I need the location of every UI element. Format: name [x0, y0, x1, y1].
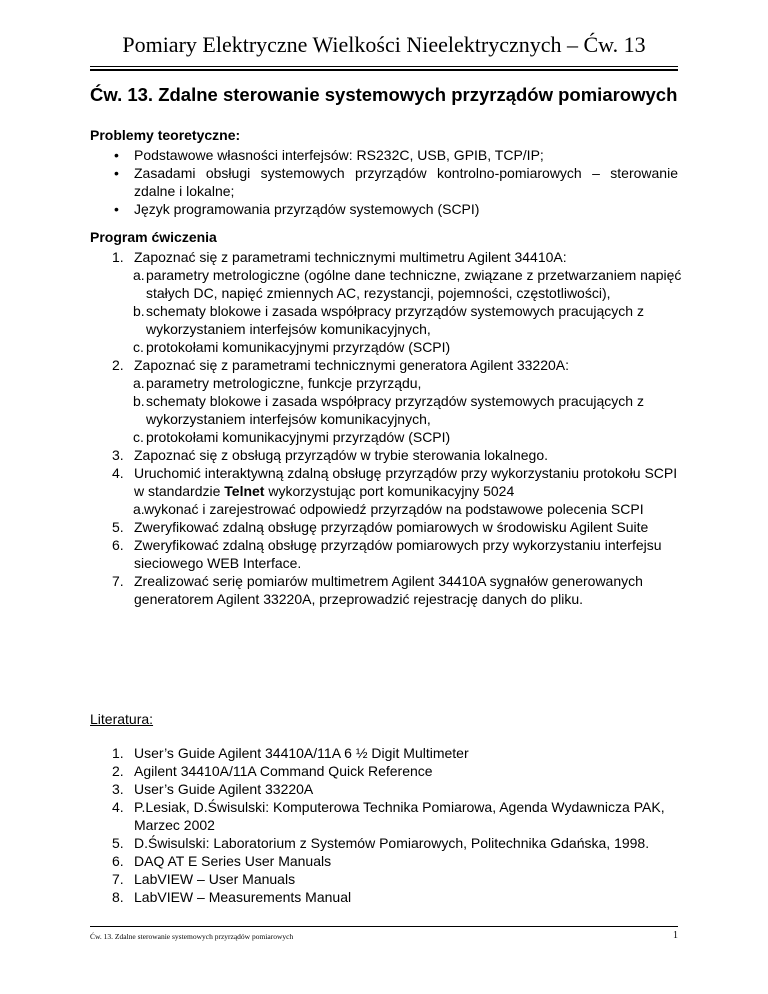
program-item — [90, 356, 690, 374]
item-number: 4. — [112, 799, 124, 815]
literature-list — [90, 744, 690, 906]
item-text: D.Świsulski: Laboratorium z Systemów Pomiarowych, Politechnika Gdańska, 1998. — [134, 835, 650, 851]
sub-text: schematy blokowe i zasada współpracy przyrządów systemowych pracujących z wykorzystaniem interfejsów komunikacyjnych, — [146, 393, 644, 427]
footer-text: Ćw. 13. Zdalne sterowanie systemowych przyrządów pomiarowych — [90, 932, 294, 941]
program-subitem — [90, 428, 690, 446]
item-number: 1. — [112, 249, 124, 265]
item-number: 5. — [112, 835, 124, 851]
item-number: 4. — [112, 465, 124, 481]
literature-item — [90, 744, 690, 762]
item-text: Zweryfikować zdalną obsługę przyrządów pomiarowych przy wykorzystaniu interfejsu sieciowego WEB Interface. — [134, 537, 662, 571]
item-number: 6. — [112, 537, 124, 553]
item-text: User’s Guide Agilent 34410A/11A 6 ½ Digit Multimeter — [134, 745, 469, 761]
item-text: wykorzystując port komunikacyjny 5024 — [264, 483, 515, 499]
sub-letter: c. — [133, 429, 144, 445]
item-text: P.Lesiak, D.Świsulski: Komputerowa Technika Pomiarowa, Agenda Wydawnicza PAK, Marzec 2002 — [134, 799, 665, 833]
item-number: 7. — [112, 573, 124, 589]
literature-item — [90, 852, 690, 870]
sub-text: schematy blokowe i zasada współpracy przyrządów systemowych pracujących z wykorzystaniem interfejsów komunikacyjnych, — [146, 303, 644, 337]
item-text: Zapoznać się z parametrami technicznymi generatora Agilent 33220A: — [134, 357, 570, 373]
program-item — [90, 572, 690, 608]
item-text: Agilent 34410A/11A Command Quick Reference — [134, 763, 433, 779]
item-number: 5. — [112, 519, 124, 535]
program-list — [90, 248, 690, 608]
sub-text: parametry metrologiczne (ogólne dane techniczne, związane z przetwarzaniem napięć stałych DC, napięć zmiennych AC, rezystancji, pojemności, częstotliwości), — [146, 267, 682, 301]
program-subitem — [90, 338, 690, 356]
footer-divider — [90, 926, 678, 927]
item-text: Zrealizować serię pomiarów multimetrem Agilent 34410A sygnałów generowanych generatorem Agilent 33220A, przeprowadzić rejestrację danych do pliku. — [134, 573, 643, 607]
program-subitem — [90, 302, 690, 338]
program-item — [90, 518, 690, 536]
theory-heading: Problemy teoretyczne: — [90, 127, 241, 143]
sub-text: parametry metrologiczne, funkcje przyrządu, — [146, 375, 422, 391]
sub-letter: a. — [133, 375, 145, 391]
program-heading: Program ćwiczenia — [90, 229, 217, 245]
literature-heading: Literatura: — [90, 711, 154, 727]
program-subitem — [90, 500, 690, 518]
program-item — [90, 446, 690, 464]
theory-item: • Podstawowe własności interfejsów: RS232C, USB, GPIB, TCP/IP; — [90, 146, 678, 164]
item-number: 3. — [112, 447, 124, 463]
item-number: 8. — [112, 889, 124, 905]
header-divider-thick — [90, 69, 678, 71]
page-number: 1 — [673, 930, 678, 941]
item-number: 6. — [112, 853, 124, 869]
header-divider — [90, 66, 678, 67]
sub-letter: b. — [133, 303, 145, 319]
literature-item — [90, 762, 690, 780]
item-text: Zweryfikować zdalną obsługę przyrządów pomiarowych w środowisku Agilent Suite — [134, 519, 649, 535]
sub-letter: c. — [133, 339, 144, 355]
item-number: 1. — [112, 745, 124, 761]
literature-item — [90, 798, 690, 834]
sub-letter: a. — [133, 267, 145, 283]
item-text-bold: Telnet — [224, 483, 265, 499]
item-number: 7. — [112, 871, 124, 887]
page-header: Pomiary Elektryczne Wielkości Nieelektrycznych – Ćw. 13 — [122, 32, 646, 57]
item-number: 2. — [112, 763, 124, 779]
item-text: Zapoznać się z parametrami technicznymi multimetru Agilent 34410A: — [134, 249, 567, 265]
literature-item — [90, 834, 690, 852]
sub-letter: a. — [133, 501, 145, 517]
item-number: 3. — [112, 781, 124, 797]
program-subitem — [90, 392, 690, 428]
literature-item — [90, 870, 690, 888]
item-text: Zapoznać się z obsługą przyrządów w trybie sterowania lokalnego. — [134, 447, 548, 463]
literature-item — [90, 888, 690, 906]
document-title: Ćw. 13. Zdalne sterowanie systemowych przyrządów pomiarowych — [90, 84, 678, 105]
program-item — [90, 536, 690, 572]
item-text: LabVIEW – Measurements Manual — [134, 889, 352, 905]
item-text: DAQ AT E Series User Manuals — [134, 853, 332, 869]
item-number: 2. — [112, 357, 124, 373]
program-subitem — [90, 374, 690, 392]
program-item — [90, 248, 690, 266]
sub-text: protokołami komunikacyjnymi przyrządów (SCPI) — [146, 339, 451, 355]
program-item — [90, 464, 690, 500]
item-text: LabVIEW – User Manuals — [134, 871, 296, 887]
theory-item: • Zasadami obsługi systemowych przyrządów kontrolno-pomiarowych – sterowanie zdalne i lokalne; — [90, 164, 678, 200]
item-text: User’s Guide Agilent 33220A — [134, 781, 314, 797]
literature-item — [90, 780, 690, 798]
sub-text: wykonać i zarejestrować odpowiedź przyrządów na podstawowe polecenia SCPI — [144, 501, 644, 517]
item-text: Uruchomić interaktywną zdalną obsługę przyrządów przy wykorzystaniu protokołu SCPI w standardzie — [134, 465, 678, 499]
theory-item: • Język programowania przyrządów systemowych (SCPI) — [90, 200, 678, 218]
sub-text: protokołami komunikacyjnymi przyrządów (SCPI) — [146, 429, 451, 445]
program-subitem — [90, 266, 690, 302]
sub-letter: b. — [133, 393, 145, 409]
theory-list — [90, 146, 678, 218]
